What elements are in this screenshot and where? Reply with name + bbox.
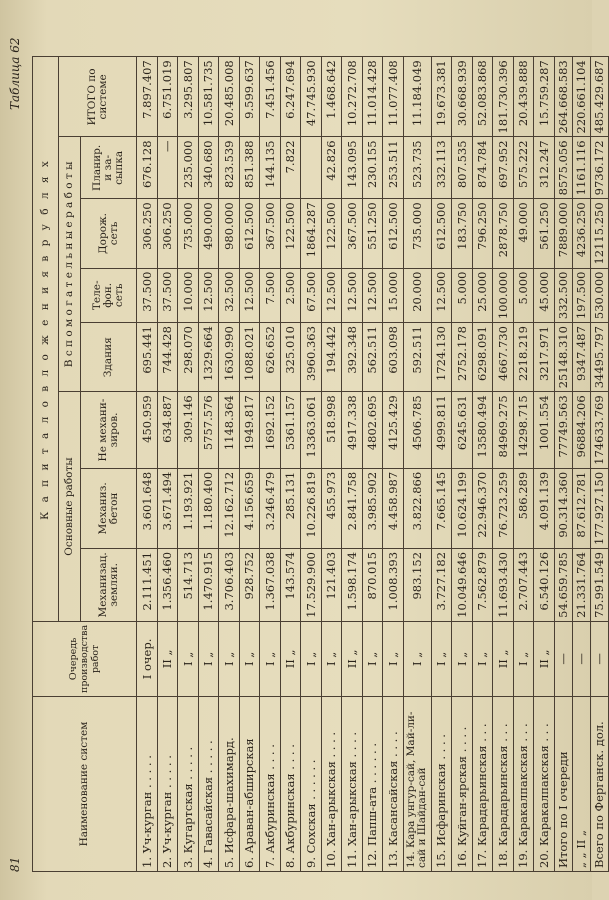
value-cell: 612.500: [383, 199, 404, 268]
value-cell: 9347.487: [572, 323, 590, 392]
value-cell: 7.897.407: [137, 57, 158, 137]
value-cell: 1.470.915: [198, 548, 219, 621]
value-cell: 823.539: [219, 137, 240, 199]
value-cell: 183.750: [452, 199, 473, 268]
queue-cell: I „: [431, 621, 452, 696]
value-cell: 634.887: [157, 392, 178, 469]
value-cell: 177.927.150: [590, 468, 608, 548]
value-cell: 796.250: [472, 199, 493, 268]
value-cell: 5.000: [452, 268, 473, 323]
system-name-cell: 13. Касансайская . . . .: [383, 697, 404, 872]
value-cell: 10.049.646: [452, 548, 473, 621]
column-header-3: Не механи-зиров.: [81, 392, 137, 469]
value-cell: 3.246.479: [260, 468, 281, 548]
value-cell: 12.500: [198, 268, 219, 323]
table-row: [534, 57, 555, 872]
system-name-cell: 18. Карадарьинская . . .: [493, 697, 514, 872]
value-cell: 455.973: [321, 468, 342, 548]
queue-cell: II „: [157, 621, 178, 696]
value-cell: 9.599.637: [239, 57, 260, 137]
value-cell: 4.458.987: [383, 468, 404, 548]
value-cell: 332.113: [431, 137, 452, 199]
table-row: [137, 57, 158, 872]
value-cell: 84969.275: [493, 392, 514, 469]
value-cell: 174633.769: [590, 392, 608, 469]
value-cell: 367.500: [342, 199, 363, 268]
value-cell: 626.652: [260, 323, 281, 392]
value-cell: 12.500: [342, 268, 363, 323]
value-cell: 235.000: [178, 137, 199, 199]
table-row: [472, 57, 493, 872]
system-name-cell: 16. Куйган-ярская . . . .: [452, 697, 473, 872]
value-cell: 37.500: [137, 268, 158, 323]
aux-works-header: В с п о м о г а т е л ь н ы е р а б о т ы: [59, 137, 81, 392]
value-cell: 697.952: [493, 137, 514, 199]
value-cell: 122.500: [321, 199, 342, 268]
value-cell: 20.485.008: [219, 57, 240, 137]
system-name-cell: 1. Уч-курган . . . . .: [137, 697, 158, 872]
value-cell: 3.727.182: [431, 548, 452, 621]
system-name-cell: 11. Хан-арыкская . . . .: [342, 697, 363, 872]
value-cell: 220.661.104: [572, 57, 590, 137]
queue-cell: I очер.: [137, 621, 158, 696]
queue-cell: —: [554, 621, 572, 696]
value-cell: 6.247.694: [280, 57, 301, 137]
value-cell: 612.500: [239, 199, 260, 268]
value-cell: 1630.990: [219, 323, 240, 392]
queue-cell: I „: [219, 621, 240, 696]
system-name-cell: 12. Папш-ата . . . . . .: [362, 697, 383, 872]
value-cell: 19.673.381: [431, 57, 452, 137]
value-cell: 30.668.939: [452, 57, 473, 137]
value-cell: 523.735: [403, 137, 431, 199]
value-cell: 13363.061: [301, 392, 322, 469]
total-row: [590, 57, 608, 872]
queue-cell: —: [572, 621, 590, 696]
table-row: [280, 57, 301, 872]
value-cell: 197.500: [572, 268, 590, 323]
value-cell: 735.000: [403, 199, 431, 268]
value-cell: 100.000: [493, 268, 514, 323]
system-name-cell: 14. Кара унгур-сай, Май-ли-сай и Шайдан-сай: [403, 697, 431, 872]
table-row: [198, 57, 219, 872]
value-cell: 1692.152: [260, 392, 281, 469]
value-cell: 10.624.199: [452, 468, 473, 548]
value-cell: 285.131: [280, 468, 301, 548]
value-cell: 530.000: [590, 268, 608, 323]
table-row: [178, 57, 199, 872]
value-cell: 12115.250: [590, 199, 608, 268]
value-cell: 5757.576: [198, 392, 219, 469]
value-cell: 744.428: [157, 323, 178, 392]
value-cell: 562.511: [362, 323, 383, 392]
value-cell: 603.098: [383, 323, 404, 392]
value-cell: 2.707.443: [513, 548, 534, 621]
system-name-cell: 15. Исфаринская . . . .: [431, 697, 452, 872]
value-cell: 4236.250: [572, 199, 590, 268]
total-column-header: ИТОГО по системе: [59, 57, 137, 137]
value-cell: 7889.000: [554, 199, 572, 268]
table-row: [219, 57, 240, 872]
value-cell: 54.659.785: [554, 548, 572, 621]
value-cell: 1864.287: [301, 199, 322, 268]
system-name-cell: 10. Хан-арыкская . . . .: [321, 697, 342, 872]
value-cell: 4999.811: [431, 392, 452, 469]
system-name-cell: 20. Каракалпакская . . .: [534, 697, 555, 872]
value-cell: 25.000: [472, 268, 493, 323]
queue-cell: I „: [472, 621, 493, 696]
value-cell: 332.500: [554, 268, 572, 323]
value-cell: 12.500: [321, 268, 342, 323]
column-header-4: Здания: [81, 323, 137, 392]
value-cell: 4125.429: [383, 392, 404, 469]
value-cell: 3.671.494: [157, 468, 178, 548]
value-cell: 807.535: [452, 137, 473, 199]
value-cell: 96884.206: [572, 392, 590, 469]
value-cell: 1.193.921: [178, 468, 199, 548]
value-cell: 485.429.687: [590, 57, 608, 137]
value-cell: 194.442: [321, 323, 342, 392]
system-name-cell: Итого по I очереди: [554, 697, 572, 872]
value-cell: 12.500: [431, 268, 452, 323]
system-name-cell: 9. Сохская . . . . . .: [301, 697, 322, 872]
queue-cell: I „: [403, 621, 431, 696]
table-row: [157, 57, 178, 872]
value-cell: 2.500: [280, 268, 301, 323]
value-cell: 575.222: [513, 137, 534, 199]
value-cell: 12.500: [239, 268, 260, 323]
value-cell: 253.511: [383, 137, 404, 199]
value-cell: 15.000: [383, 268, 404, 323]
queue-cell: II „: [493, 621, 514, 696]
value-cell: 10.581.735: [198, 57, 219, 137]
value-cell: 7.451.456: [260, 57, 281, 137]
value-cell: 514.713: [178, 548, 199, 621]
system-name-cell: 6. Араван-абширская: [239, 697, 260, 872]
value-cell: 4802.695: [362, 392, 383, 469]
value-cell: 1949.817: [239, 392, 260, 469]
queue-cell: II „: [534, 621, 555, 696]
value-cell: 32.500: [219, 268, 240, 323]
value-cell: 87.612.781: [572, 468, 590, 548]
value-cell: 34495.797: [590, 323, 608, 392]
value-cell: 586.289: [513, 468, 534, 548]
value-cell: 10.226.819: [301, 468, 322, 548]
queue-cell: I „: [239, 621, 260, 696]
value-cell: 90.314.360: [554, 468, 572, 548]
value-cell: [301, 137, 322, 199]
queue-cell: I „: [178, 621, 199, 696]
value-cell: 1724.130: [431, 323, 452, 392]
main-works-header: Основные работы: [59, 392, 81, 622]
table-label: Таблица 62: [8, 37, 22, 110]
queue-cell: I „: [301, 621, 322, 696]
value-cell: 325.010: [280, 323, 301, 392]
value-cell: 6245.631: [452, 392, 473, 469]
system-name-cell: „ „ II „: [572, 697, 590, 872]
value-cell: 3217.971: [534, 323, 555, 392]
value-cell: 5361.157: [280, 392, 301, 469]
page-number: 81: [8, 856, 22, 872]
queue-cell: —: [590, 621, 608, 696]
value-cell: 3.985.902: [362, 468, 383, 548]
value-cell: 20.000: [403, 268, 431, 323]
value-cell: 3.295.807: [178, 57, 199, 137]
value-cell: 551.250: [362, 199, 383, 268]
queue-cell: I „: [198, 621, 219, 696]
value-cell: —: [157, 137, 178, 199]
table-row: [321, 57, 342, 872]
value-cell: 1148.364: [219, 392, 240, 469]
system-name-cell: 2. Уч-курган . . . . .: [157, 697, 178, 872]
value-cell: 1088.021: [239, 323, 260, 392]
value-cell: 4.156.659: [239, 468, 260, 548]
capital-investment-table: [32, 56, 609, 872]
value-cell: 3.706.403: [219, 548, 240, 621]
value-cell: 518.998: [321, 392, 342, 469]
value-cell: 12.500: [362, 268, 383, 323]
value-cell: 121.403: [321, 548, 342, 621]
value-cell: 490.000: [198, 199, 219, 268]
value-cell: 1.356.460: [157, 548, 178, 621]
table-row: [403, 57, 431, 872]
value-cell: 15.759.287: [534, 57, 555, 137]
table-row: [431, 57, 452, 872]
value-cell: 367.500: [260, 199, 281, 268]
value-cell: 11.184.049: [403, 57, 431, 137]
value-cell: 450.959: [137, 392, 158, 469]
column-header-2: Механиз. бетон: [81, 468, 137, 548]
value-cell: 122.500: [280, 199, 301, 268]
value-cell: 592.511: [403, 323, 431, 392]
value-cell: 11.077.408: [383, 57, 404, 137]
value-cell: 75.991.549: [590, 548, 608, 621]
total-row: [572, 57, 590, 872]
system-name-cell: 5. Исфара-шахимард.: [219, 697, 240, 872]
value-cell: 1161.116: [572, 137, 590, 199]
system-name-cell: 4. Гавасайская . . . . .: [198, 697, 219, 872]
value-cell: 7.562.879: [472, 548, 493, 621]
value-cell: 17.529.900: [301, 548, 322, 621]
value-cell: 9736.172: [590, 137, 608, 199]
value-cell: 37.500: [157, 268, 178, 323]
value-cell: 22.946.370: [472, 468, 493, 548]
table-row: [452, 57, 473, 872]
value-cell: 47.745.930: [301, 57, 322, 137]
queue-column-header: Очередь производства работ: [33, 621, 137, 696]
value-cell: 8575.056: [554, 137, 572, 199]
value-cell: 49.000: [513, 199, 534, 268]
value-cell: 851.388: [239, 137, 260, 199]
table-row: [493, 57, 514, 872]
value-cell: 4917.338: [342, 392, 363, 469]
value-cell: 1.468.642: [321, 57, 342, 137]
value-cell: 45.000: [534, 268, 555, 323]
value-cell: 1.598.174: [342, 548, 363, 621]
value-cell: 312.247: [534, 137, 555, 199]
system-name-cell: 19. Каракалпакская . . .: [513, 697, 534, 872]
value-cell: 4667.730: [493, 323, 514, 392]
queue-cell: I „: [362, 621, 383, 696]
system-name-cell: 17. Карадарьинская . . .: [472, 697, 493, 872]
value-cell: 11.014.428: [362, 57, 383, 137]
value-cell: 10.000: [178, 268, 199, 323]
queue-cell: I „: [260, 621, 281, 696]
value-cell: 2878.750: [493, 199, 514, 268]
value-cell: 928.752: [239, 548, 260, 621]
total-row: [554, 57, 572, 872]
value-cell: 181.730.396: [493, 57, 514, 137]
value-cell: 7.665.145: [431, 468, 452, 548]
value-cell: 1.180.400: [198, 468, 219, 548]
value-cell: 67.500: [301, 268, 322, 323]
value-cell: 735.000: [178, 199, 199, 268]
value-cell: 7.822: [280, 137, 301, 199]
value-cell: 392.348: [342, 323, 363, 392]
value-cell: 1.008.393: [383, 548, 404, 621]
queue-cell: II „: [280, 621, 301, 696]
value-cell: 306.250: [137, 199, 158, 268]
system-name-cell: Всего по Ферганск. дол.: [590, 697, 608, 872]
value-cell: 561.250: [534, 199, 555, 268]
value-cell: 695.441: [137, 323, 158, 392]
table-row: [342, 57, 363, 872]
queue-cell: I „: [513, 621, 534, 696]
value-cell: 5.000: [513, 268, 534, 323]
queue-cell: II „: [342, 621, 363, 696]
table-row: [301, 57, 322, 872]
value-cell: 874.784: [472, 137, 493, 199]
value-cell: 980.000: [219, 199, 240, 268]
system-name-cell: 7. Акбуринская . . . .: [260, 697, 281, 872]
value-cell: 2218.219: [513, 323, 534, 392]
value-cell: 20.439.888: [513, 57, 534, 137]
value-cell: 42.826: [321, 137, 342, 199]
table-row: [260, 57, 281, 872]
value-cell: 11.693.430: [493, 548, 514, 621]
value-cell: 3.822.866: [403, 468, 431, 548]
value-cell: 4.091.139: [534, 468, 555, 548]
value-cell: 612.500: [431, 199, 452, 268]
value-cell: 7.500: [260, 268, 281, 323]
system-name-cell: 8. Акбуринская . . . .: [280, 697, 301, 872]
value-cell: 76.723.259: [493, 468, 514, 548]
value-cell: 676.128: [137, 137, 158, 199]
table-row: [383, 57, 404, 872]
value-cell: 6.540.126: [534, 548, 555, 621]
capital-investment-header: К а п и т а л о в л о ж е н и я в р у б л я х: [33, 57, 59, 622]
value-cell: 340.680: [198, 137, 219, 199]
value-cell: 306.250: [157, 199, 178, 268]
value-cell: 52.083.868: [472, 57, 493, 137]
value-cell: 264.668.583: [554, 57, 572, 137]
value-cell: 3960.363: [301, 323, 322, 392]
column-header-5: Теле-фон. сеть: [81, 268, 137, 323]
value-cell: 143.095: [342, 137, 363, 199]
queue-cell: I „: [452, 621, 473, 696]
value-cell: 1001.554: [534, 392, 555, 469]
table-row: [362, 57, 383, 872]
system-name-cell: 3. Кугартская . . . . .: [178, 697, 199, 872]
value-cell: 12.162.712: [219, 468, 240, 548]
value-cell: 143.574: [280, 548, 301, 621]
value-cell: 6298.091: [472, 323, 493, 392]
queue-cell: I „: [383, 621, 404, 696]
value-cell: 309.146: [178, 392, 199, 469]
value-cell: 3.601.648: [137, 468, 158, 548]
value-cell: 4506.785: [403, 392, 431, 469]
table-row: [239, 57, 260, 872]
value-cell: 298.070: [178, 323, 199, 392]
value-cell: 77749.563: [554, 392, 572, 469]
name-column-header: Наименование систем: [33, 697, 137, 872]
value-cell: 1329.664: [198, 323, 219, 392]
value-cell: 14298.715: [513, 392, 534, 469]
value-cell: 2.111.451: [137, 548, 158, 621]
value-cell: 13580.494: [472, 392, 493, 469]
value-cell: 2752.178: [452, 323, 473, 392]
value-cell: 144.135: [260, 137, 281, 199]
table-row: [513, 57, 534, 872]
value-cell: 21.331.764: [572, 548, 590, 621]
value-cell: 10.272.708: [342, 57, 363, 137]
value-cell: 983.152: [403, 548, 431, 621]
column-header-1: Механизац. земляи.: [81, 548, 137, 621]
column-header-6: Дорож. сеть: [81, 199, 137, 268]
column-header-7: Планир. и за-сыпка: [81, 137, 137, 199]
value-cell: 25148.310: [554, 323, 572, 392]
value-cell: 1.367.038: [260, 548, 281, 621]
value-cell: 870.015: [362, 548, 383, 621]
value-cell: 2.841.758: [342, 468, 363, 548]
value-cell: 6.751.019: [157, 57, 178, 137]
value-cell: 230.155: [362, 137, 383, 199]
queue-cell: I „: [321, 621, 342, 696]
